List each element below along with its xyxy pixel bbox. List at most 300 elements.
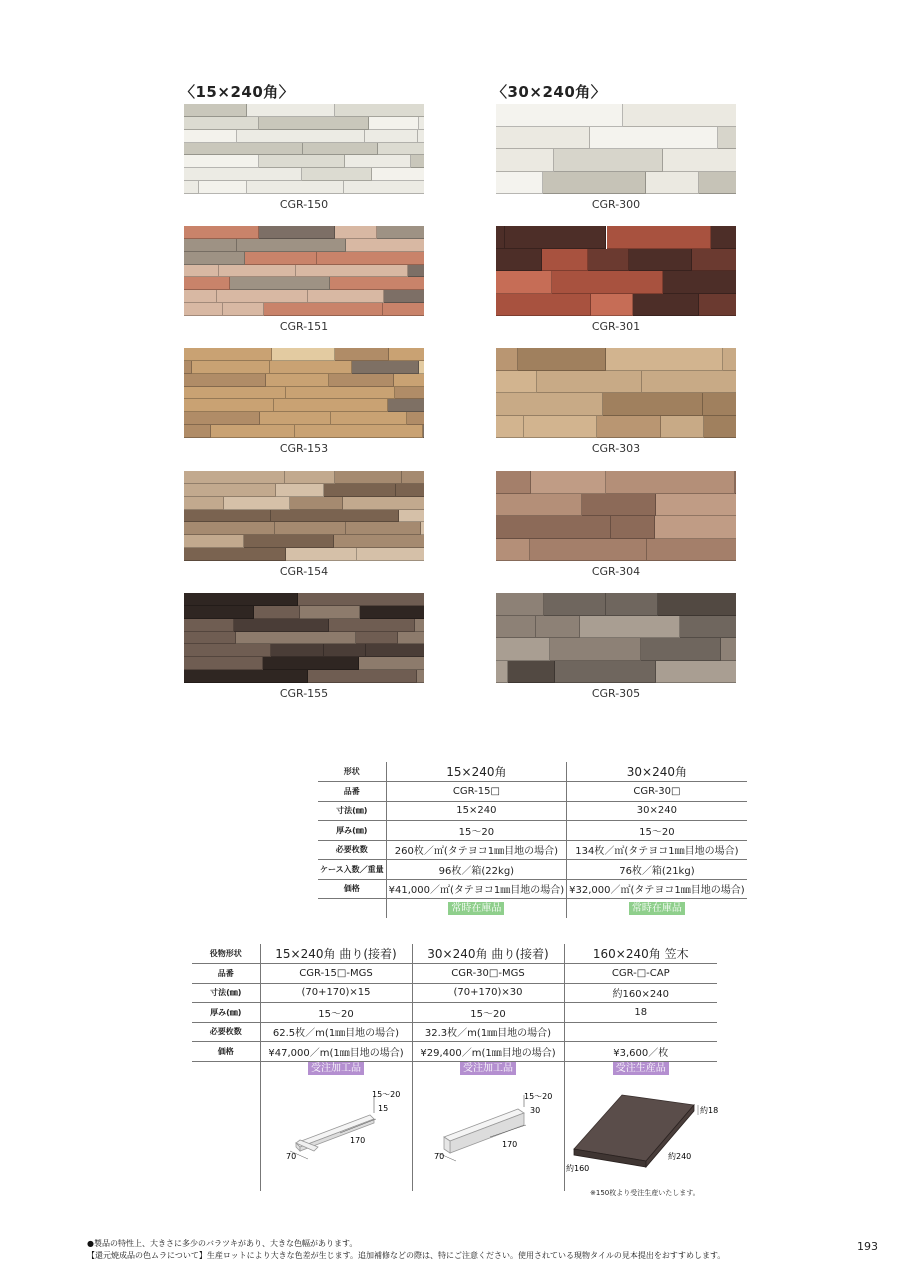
stone [245, 252, 317, 265]
stone-row [184, 361, 424, 374]
swatch-cgr-153 [184, 348, 424, 438]
stone [597, 416, 660, 439]
stone [369, 117, 418, 130]
stone [655, 516, 736, 539]
swatch-cgr-300 [496, 104, 736, 194]
stone [496, 172, 543, 195]
table-cell: 18 [564, 1003, 717, 1023]
stone [395, 387, 424, 400]
stone [398, 632, 424, 645]
stone [360, 606, 424, 619]
stone [508, 661, 555, 684]
swatch-cgr-155 [184, 593, 424, 683]
stone [285, 471, 335, 484]
stone [184, 657, 263, 670]
order-badge: 受注加工品 [308, 1062, 364, 1075]
table-cell: 76枚／箱(21kg) [567, 860, 747, 880]
badge-cell [386, 899, 567, 919]
dim-short: 約160 [566, 1164, 590, 1173]
stone [531, 471, 606, 494]
stone [184, 484, 276, 497]
stone [408, 265, 424, 278]
stone [588, 249, 629, 272]
stone [259, 117, 370, 130]
swatch-label: CGR-303 [591, 442, 641, 455]
stone [352, 361, 419, 374]
stone-row [184, 155, 424, 168]
stone [496, 393, 603, 416]
stone [184, 387, 286, 400]
stone [308, 290, 385, 303]
row-label: 必要枚数 [192, 1022, 260, 1042]
stone-row [184, 497, 424, 510]
stone-row [184, 425, 424, 438]
dim-short: 70 [286, 1152, 297, 1161]
stone [656, 661, 736, 684]
stone [603, 393, 703, 416]
stone [496, 661, 508, 684]
swatch-label: CGR-155 [279, 687, 329, 700]
stone [542, 249, 588, 272]
stone [247, 181, 345, 194]
stone [656, 494, 736, 517]
stone [329, 619, 415, 632]
dim-side: 15 [378, 1104, 389, 1113]
stone [530, 539, 648, 562]
stone-row [184, 168, 424, 181]
stone [184, 535, 244, 548]
stone [184, 632, 236, 645]
stone-row [184, 181, 424, 194]
stone [184, 303, 223, 316]
stone [217, 290, 308, 303]
stone [384, 290, 424, 303]
stone [184, 104, 247, 117]
stone [335, 226, 377, 239]
stone [590, 127, 718, 150]
stone [254, 606, 300, 619]
stone [184, 265, 219, 278]
stone [692, 249, 736, 272]
stone [623, 104, 736, 127]
row-label: 寸法(㎜) [318, 801, 386, 821]
table-cell: 15～20 [567, 821, 747, 841]
dim-long: 約240 [668, 1152, 692, 1161]
row-label: 品番 [318, 782, 386, 802]
table-cell: 62.5枚／m(1㎜目地の場合) [260, 1022, 412, 1042]
stone-row [496, 371, 736, 394]
stone-row [496, 616, 736, 639]
stone-row [184, 619, 424, 632]
stone [263, 657, 359, 670]
table-cell: (70+170)×15 [260, 983, 412, 1003]
stone [224, 497, 290, 510]
table-header-label: 形状 [343, 767, 360, 776]
stone [357, 548, 424, 561]
stone-row [184, 130, 424, 143]
stone [633, 294, 699, 317]
stone [663, 271, 736, 294]
stone [419, 361, 424, 374]
table-cell: ¥29,400／m(1㎜目地の場合) [412, 1042, 564, 1062]
table-cell: CGR-30□-MGS [412, 964, 564, 984]
stone [554, 149, 662, 172]
stone [184, 143, 303, 156]
stone [296, 265, 408, 278]
row-label: 厚み(㎜) [192, 1003, 260, 1023]
stone-row [496, 393, 736, 416]
stone-row [496, 638, 736, 661]
stone-row [184, 303, 424, 316]
table-cell: 15～20 [412, 1003, 564, 1023]
stone [184, 606, 254, 619]
stone [274, 399, 387, 412]
swatch-label: CGR-153 [279, 442, 329, 455]
column-title-15x240: 〈15×240角〉 [180, 83, 295, 101]
stone [606, 593, 657, 616]
stone-row [184, 632, 424, 645]
stone [184, 593, 298, 606]
row-label: 必要枚数 [318, 840, 386, 860]
stone [272, 348, 334, 361]
dim-short: 70 [434, 1152, 445, 1161]
swatch-label: CGR-304 [591, 565, 641, 578]
stone [496, 226, 505, 249]
stone [295, 425, 423, 438]
stone [607, 226, 711, 249]
stone [184, 425, 211, 438]
stone-row [184, 484, 424, 497]
stone [394, 374, 424, 387]
stone-row [496, 294, 736, 317]
table-cell: 260枚／㎡(タテヨコ1㎜目地の場合) [386, 840, 567, 860]
stone [372, 168, 424, 181]
stone [663, 149, 736, 172]
footnote-1: ●製品の特性上、大きさに多少のバラツキがあり、大きな色幅があります。 [87, 1239, 358, 1248]
stone [184, 374, 266, 387]
stone [230, 277, 330, 290]
table-header-col3: 160×240角 笠木 [564, 944, 717, 964]
stone-row [184, 252, 424, 265]
corner-tile-15-diagram [280, 1085, 410, 1165]
order-badge: 受注加工品 [460, 1062, 516, 1075]
stone [345, 155, 411, 168]
table-cell: 15～20 [260, 1003, 412, 1023]
stone [496, 149, 554, 172]
dim-long: 170 [502, 1140, 518, 1149]
stone [611, 516, 655, 539]
stone [544, 593, 607, 616]
column-title-30x240: 〈30×240角〉 [492, 83, 607, 101]
stone [550, 638, 641, 661]
stone [184, 619, 234, 632]
stone [703, 393, 736, 416]
swatch-label: CGR-300 [591, 198, 641, 211]
stone [417, 670, 424, 683]
dim-top: 15～20 [372, 1090, 401, 1099]
dim-side: 30 [530, 1106, 541, 1115]
stone [223, 303, 264, 316]
stone-row [184, 471, 424, 484]
stone [496, 494, 582, 517]
stone-row [184, 644, 424, 657]
swatch-cgr-151 [184, 226, 424, 316]
table-header-label: 役物形状 [209, 949, 242, 958]
stone-row [184, 104, 424, 117]
stone [184, 412, 260, 425]
stone [192, 361, 270, 374]
stone [184, 277, 230, 290]
stone [661, 416, 705, 439]
stone [335, 348, 390, 361]
stone [184, 361, 192, 374]
swatch-label: CGR-305 [591, 687, 641, 700]
stone-row [184, 412, 424, 425]
stone [552, 271, 663, 294]
stone-row [184, 143, 424, 156]
stone [271, 644, 324, 657]
stone [365, 130, 418, 143]
stone [496, 127, 590, 150]
stone [582, 494, 657, 517]
stone [518, 348, 606, 371]
stone [184, 181, 199, 194]
stone [418, 130, 424, 143]
dim-long: 170 [350, 1136, 366, 1145]
table-cell: ¥3,600／枚 [564, 1042, 717, 1062]
stone [344, 181, 424, 194]
row-label: 品番 [192, 964, 260, 984]
stone [346, 239, 424, 252]
table-cell: ¥41,000／㎡(タテヨコ1㎜目地の場合) [386, 879, 567, 899]
stone [505, 226, 606, 249]
stone [366, 644, 424, 657]
stone [699, 172, 736, 195]
stone [641, 638, 720, 661]
stone [331, 412, 407, 425]
badge-cell [567, 899, 747, 919]
swatch-cgr-304 [496, 471, 736, 561]
table-cell: 134枚／㎡(タテヨコ1㎜目地の場合) [567, 840, 747, 860]
stone [211, 425, 295, 438]
stone [419, 117, 425, 130]
stone [496, 539, 530, 562]
stone-row [184, 226, 424, 239]
stock-badge: 常時在庫品 [448, 902, 504, 915]
stone [329, 374, 394, 387]
cap-tile-diagram [566, 1085, 718, 1180]
stone [184, 522, 275, 535]
stone [723, 348, 736, 371]
stone [496, 593, 544, 616]
table-header-col1: 15×240角 [386, 762, 567, 782]
stone-row [184, 348, 424, 361]
stone [298, 593, 424, 606]
table-header-col1: 15×240角 曲り(接着) [260, 944, 412, 964]
stone [184, 510, 271, 523]
stone [496, 249, 542, 272]
table-cell: 15～20 [386, 821, 567, 841]
stone [237, 130, 365, 143]
table-cell: 30×240 [567, 801, 747, 821]
stone-row [184, 657, 424, 670]
stone [496, 104, 623, 127]
stone [271, 510, 398, 523]
stone [303, 143, 378, 156]
stone [290, 497, 342, 510]
stone [555, 661, 657, 684]
stone [184, 497, 224, 510]
row-label: ケース入数／重量 [318, 860, 386, 880]
stone [496, 471, 531, 494]
stone-row [184, 374, 424, 387]
table-cell: 約160×240 [564, 983, 717, 1003]
stone [496, 616, 536, 639]
stone [259, 226, 334, 239]
table-cell: (70+170)×30 [412, 983, 564, 1003]
swatch-label: CGR-154 [279, 565, 329, 578]
stone [343, 497, 424, 510]
stone [184, 130, 237, 143]
table-header-col2: 30×240角 [567, 762, 747, 782]
stone-row [184, 535, 424, 548]
swatch-cgr-301 [496, 226, 736, 316]
stone [721, 638, 736, 661]
dim-right: 約18 [700, 1106, 718, 1115]
table-cell: 96枚／箱(22kg) [386, 860, 567, 880]
stone-row [184, 239, 424, 252]
stone [184, 670, 308, 683]
stone-row [496, 172, 736, 195]
stone [658, 593, 736, 616]
stone [377, 226, 424, 239]
stone [335, 104, 424, 117]
stone [184, 548, 286, 561]
stone [496, 416, 524, 439]
table-cell: CGR-15□ [386, 782, 567, 802]
stone [356, 632, 399, 645]
stone [184, 290, 217, 303]
stone [378, 143, 424, 156]
stone-row [184, 387, 424, 400]
stone [234, 619, 329, 632]
swatch-label: CGR-151 [279, 320, 329, 333]
stock-badge: 常時在庫品 [629, 902, 685, 915]
stone [496, 371, 537, 394]
stone-row [496, 593, 736, 616]
stone [244, 535, 333, 548]
stone [496, 348, 518, 371]
stone [359, 657, 424, 670]
stone [591, 294, 633, 317]
table-cell: CGR-30□ [567, 782, 747, 802]
dim-top: 15～20 [524, 1092, 553, 1101]
stone [334, 535, 424, 548]
stone-row [184, 117, 424, 130]
stone [383, 303, 424, 316]
table-cell: 15×240 [386, 801, 567, 821]
stone-row [184, 399, 424, 412]
stone-row [496, 539, 736, 562]
stone [275, 522, 346, 535]
stone [699, 294, 736, 317]
stone-row [496, 271, 736, 294]
stone [399, 510, 424, 523]
stone-row [496, 127, 736, 150]
stone [199, 181, 247, 194]
stone [496, 516, 611, 539]
stone-row [184, 290, 424, 303]
stone [184, 239, 237, 252]
spec-table-main [318, 762, 747, 918]
stone [276, 484, 323, 497]
stone [423, 425, 424, 438]
table-cell: CGR-□-CAP [564, 964, 717, 984]
table-cell: 32.3枚／m(1㎜目地の場合) [412, 1022, 564, 1042]
table-cell: ¥47,000／m(1㎜目地の場合) [260, 1042, 412, 1062]
stone [411, 155, 424, 168]
cap-note: ※150枚より受注生産いたします。 [590, 1189, 700, 1197]
stone [524, 416, 597, 439]
stone [580, 616, 680, 639]
stone-row [184, 510, 424, 523]
stone [184, 348, 272, 361]
table-cell [564, 1022, 717, 1042]
stone-row [184, 670, 424, 683]
stone [415, 619, 424, 632]
swatch-cgr-305 [496, 593, 736, 683]
stone [402, 471, 424, 484]
row-label: 厚み(㎜) [318, 821, 386, 841]
stone [260, 412, 330, 425]
stone-row [496, 516, 736, 539]
stone [496, 294, 591, 317]
stone [389, 348, 424, 361]
table-cell: ¥32,000／㎡(タテヨコ1㎜目地の場合) [567, 879, 747, 899]
stone [184, 226, 259, 239]
stone [300, 606, 360, 619]
stone-row [496, 249, 736, 272]
stone-row [184, 265, 424, 278]
stone [302, 168, 372, 181]
stone [184, 252, 245, 265]
stone [496, 638, 550, 661]
stone [735, 471, 736, 494]
stone-row [184, 606, 424, 619]
stone [184, 471, 285, 484]
stone [324, 644, 367, 657]
row-label: 価格 [318, 879, 386, 899]
stone [219, 265, 296, 278]
stone [184, 117, 259, 130]
corner-tile-30-diagram [430, 1085, 560, 1165]
swatch-label: CGR-150 [279, 198, 329, 211]
stone [629, 249, 692, 272]
stone-row [184, 522, 424, 535]
stone [324, 484, 396, 497]
stone [642, 371, 736, 394]
stone [536, 616, 580, 639]
stone [647, 539, 736, 562]
swatch-label: CGR-301 [591, 320, 641, 333]
table-header-col2: 30×240角 曲り(接着) [412, 944, 564, 964]
stone [264, 303, 383, 316]
stone [421, 522, 424, 535]
stone-row [184, 277, 424, 290]
stone [335, 471, 402, 484]
page-number: 193 [857, 1240, 878, 1253]
footnote-2: 【還元焼成品の色ムラについて】生産ロットにより大きな色差が生じます。追加補修などの際は、特にご注意ください。使用されている現物タイルの見本提出をおすすめします。 [87, 1251, 726, 1260]
